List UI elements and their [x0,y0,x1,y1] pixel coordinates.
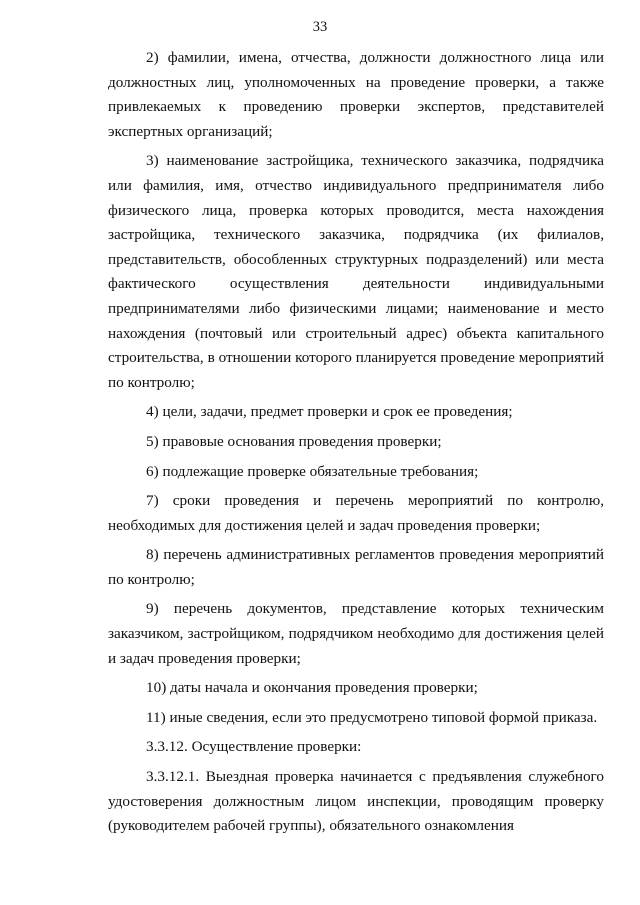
paragraph-item-3: 3) наименование застройщика, технического заказчика, подрядчика или фамилия, имя, отчество индивидуального предпринимателя либо физического лица, проверка которых проводится, места нахождения застройщика, технического заказчика, подрядчика (их филиалов, представительств, обособленных структурных подразделений) или места фактического осуществления деятельности индивидуальными предпринимателями либо физическими лицами; наименование и место нахождения (почтовый или строительный адрес) объекта капитального строительства, в отношении которого планируется проведение мероприятий по контролю; [108,152,604,391]
paragraph-item-6: 6) подлежащие проверке обязательные требования; [146,462,479,480]
paragraph-item-5: 5) правовые основания проведения проверки; [146,432,442,450]
paragraph-item-2: 2) фамилии, имена, отчества, должности должностного лица или должностных лиц, уполномоченных на проведение проверки, а также привлекаемых к проведению проверки экспертов, представителей экспертных организаций; [108,49,604,140]
paragraph-item-10: 10) даты начала и окончания проведения проверки; [146,679,478,697]
paragraph-item-4: 4) цели, задачи, предмет проверки и срок ее проведения; [146,403,513,421]
paragraph-3-3-12-1: 3.3.12.1. Выездная проверка начинается с предъявления служебного удостоверения должностным лицом инспекции, проводящим проверку (руководителем рабочей группы), обязательного ознакомления [108,768,604,835]
paragraph-item-9: 9) перечень документов, представление которых техническим заказчиком, застройщиком, подрядчиком необходимо для достижения целей и задач проведения проверки; [108,600,604,667]
document-body [108,46,604,839]
paragraph-item-7: 7) сроки проведения и перечень мероприятий по контролю, необходимых для достижения целей и задач проведения проверки; [108,492,604,534]
page-number: 33 [312,19,328,35]
section-heading-3-3-12: 3.3.12. Осуществление проверки: [146,738,362,756]
paragraph-item-8: 8) перечень административных регламентов проведения мероприятий по контролю; [108,546,604,588]
paragraph-item-11: 11) иные сведения, если это предусмотрено типовой формой приказа. [146,708,598,726]
